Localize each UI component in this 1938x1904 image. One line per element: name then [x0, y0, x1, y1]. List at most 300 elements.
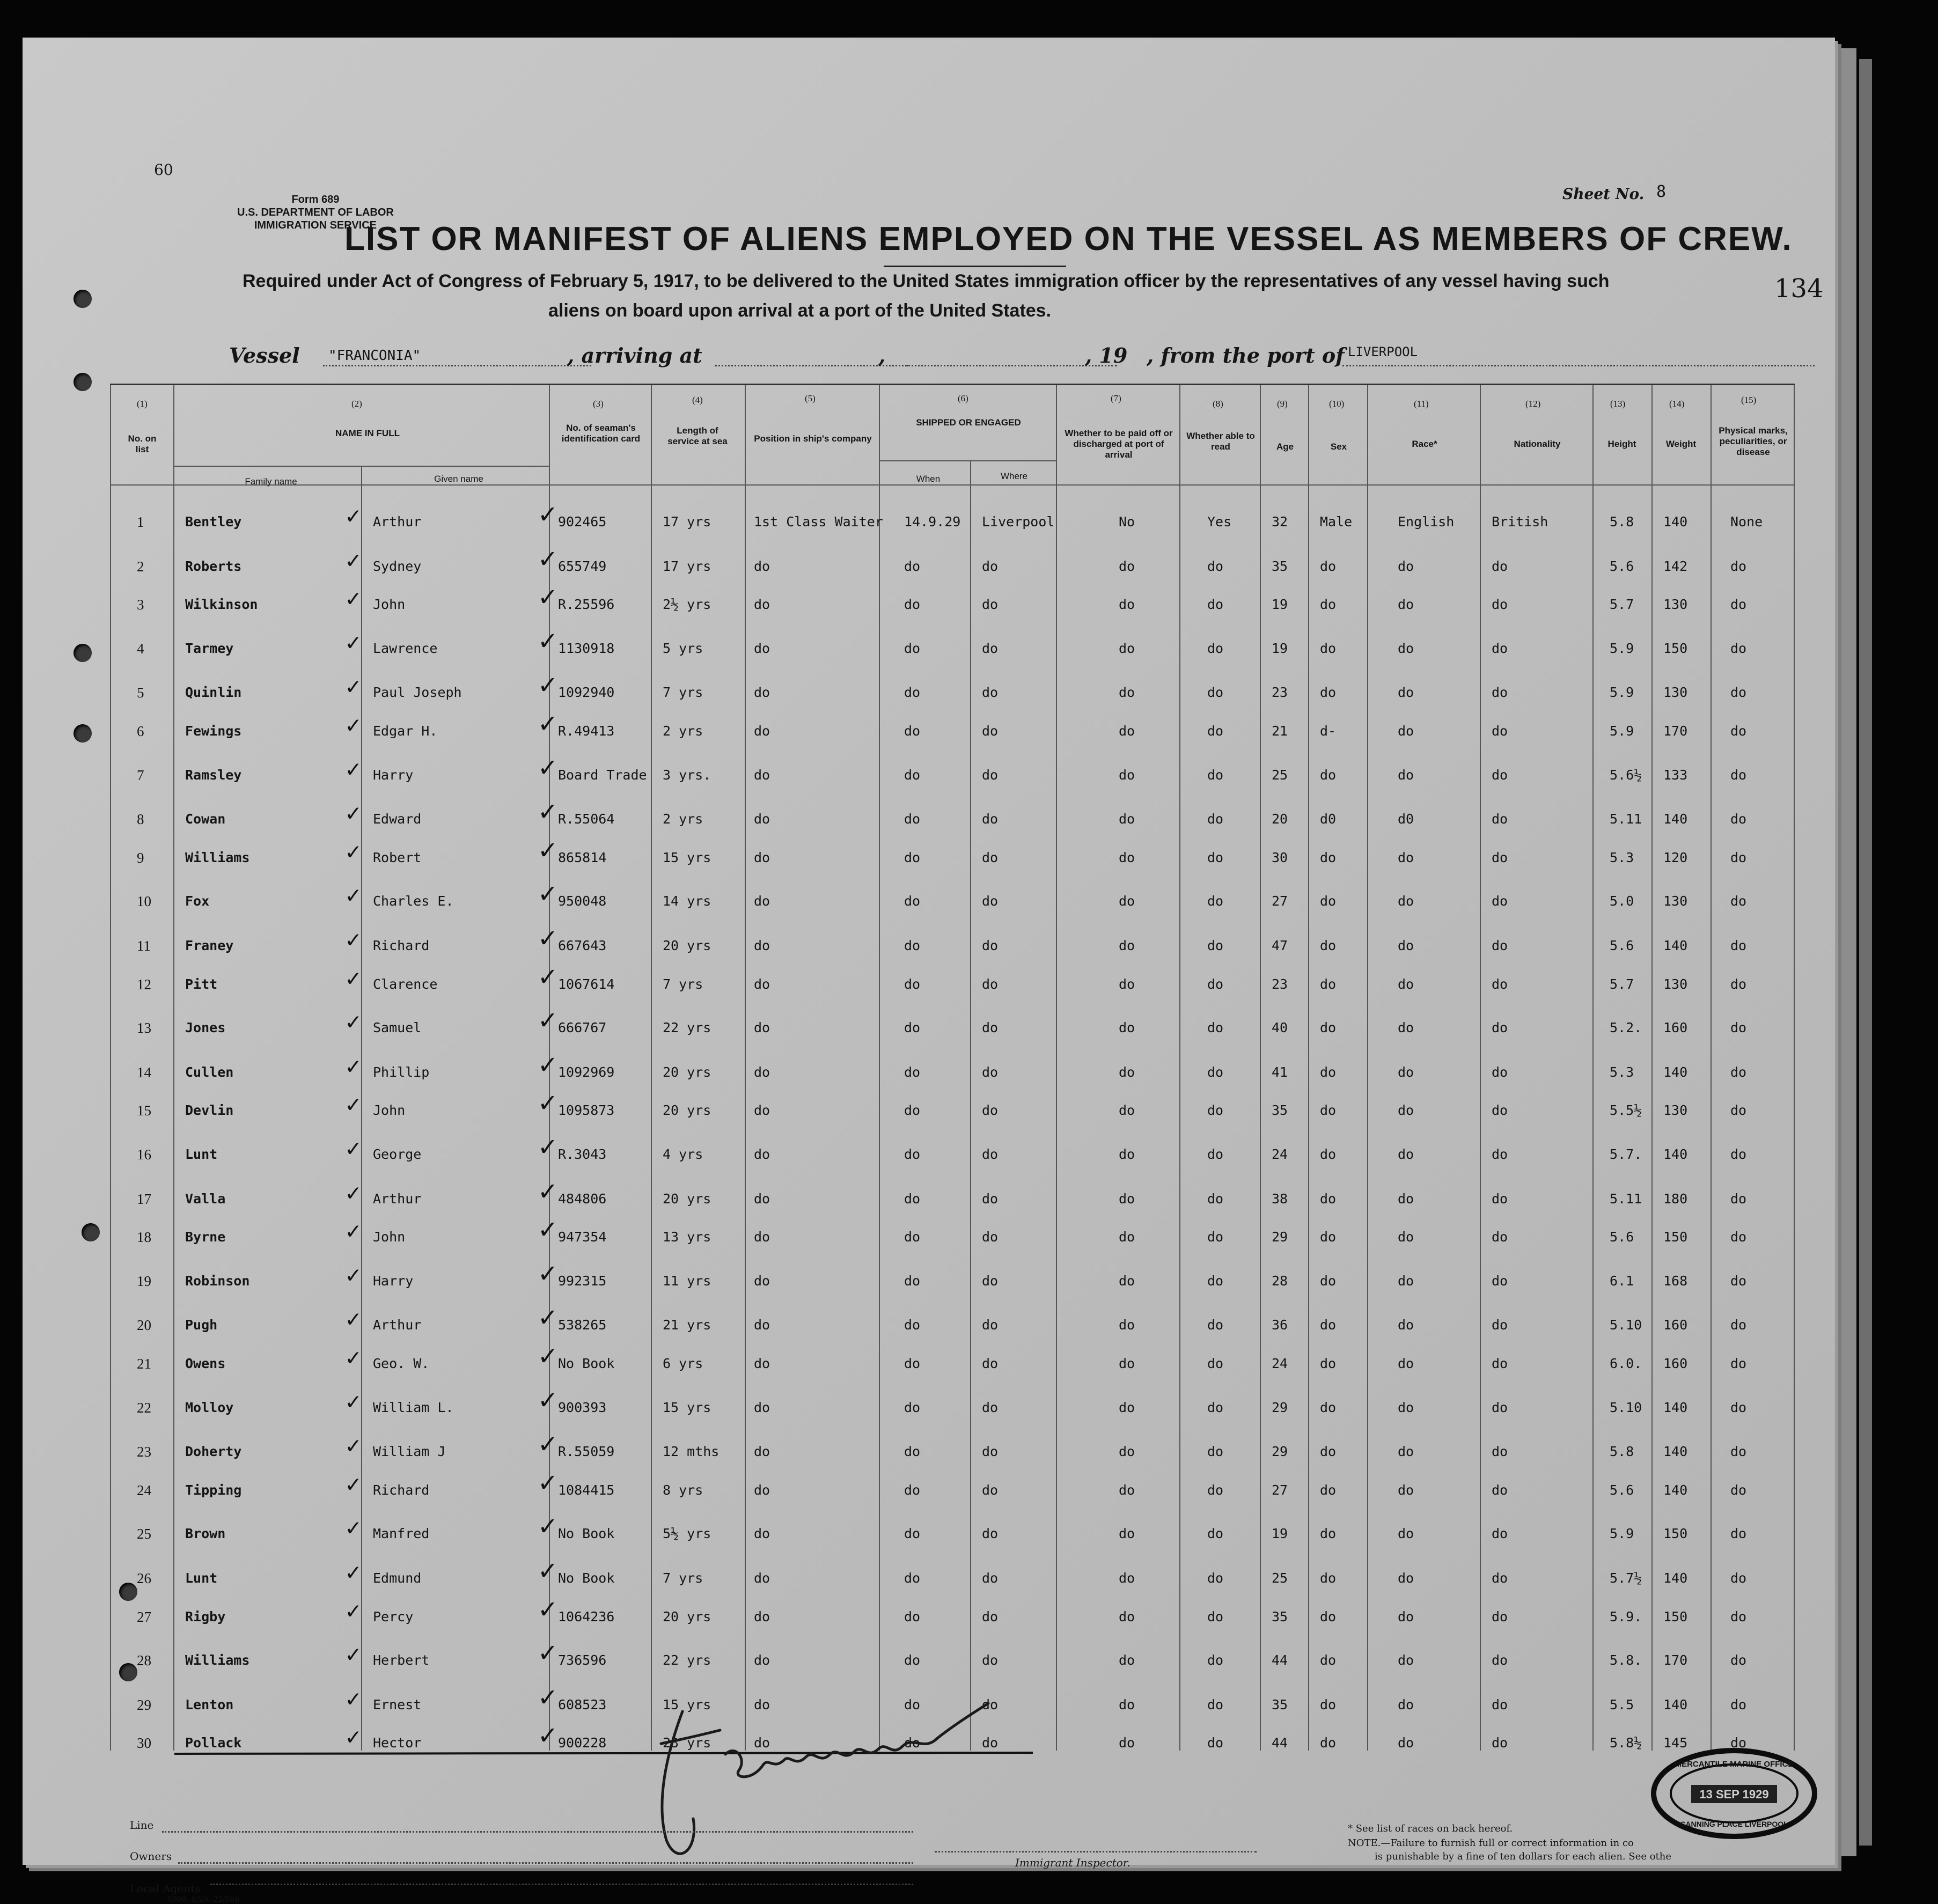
card-number: Board Trade: [558, 767, 647, 783]
sex: do: [1320, 1317, 1337, 1333]
sex: do: [1320, 938, 1337, 953]
service-length: 6 yrs: [663, 1356, 703, 1371]
shipped-where: do: [982, 1146, 999, 1162]
given-name: Charles E.: [373, 893, 454, 909]
age: 19: [1272, 597, 1288, 613]
physical-marks: do: [1730, 1526, 1747, 1542]
given-name: John: [373, 1229, 406, 1245]
shipped-where: do: [982, 1317, 999, 1333]
check-mark-icon: ✓: [346, 1514, 361, 1542]
given-name: Percy: [373, 1608, 414, 1624]
check-mark-icon: ✓: [346, 1008, 361, 1036]
family-name: Devlin: [185, 1102, 234, 1119]
height: 5.9.: [1610, 1608, 1642, 1624]
service-length: 21 yrs: [663, 1317, 711, 1333]
given-name: Harry: [373, 1273, 414, 1289]
position: do: [754, 849, 770, 865]
shipped-where: do: [982, 1020, 999, 1036]
footer-agents-label: Local Agents: [130, 1882, 201, 1895]
sex: do: [1320, 1652, 1337, 1668]
position: do: [754, 767, 770, 783]
paid-off: do: [1119, 723, 1135, 739]
family-name: Fox: [185, 893, 210, 909]
col-num-6: (6): [958, 393, 968, 403]
position: do: [754, 1064, 770, 1080]
row-number: 17: [137, 1190, 151, 1207]
check-mark-icon: ✓: [539, 624, 556, 657]
sex: do: [1320, 1399, 1337, 1415]
given-name: Ernest: [373, 1696, 422, 1712]
nationality: do: [1492, 597, 1508, 613]
race: do: [1398, 1020, 1414, 1036]
family-name: Rigby: [185, 1608, 226, 1624]
sex: d-: [1320, 723, 1337, 739]
age: 35: [1272, 1102, 1288, 1119]
row-number: 25: [137, 1526, 151, 1542]
service-length: 15 yrs: [663, 1696, 711, 1712]
physical-marks: do: [1730, 1064, 1747, 1080]
departure-port: LIVERPOOL: [1348, 344, 1418, 359]
position: do: [754, 1399, 770, 1415]
age: 28: [1272, 1273, 1288, 1289]
shipped-where: do: [982, 597, 999, 613]
shipped-where: do: [982, 723, 999, 739]
height: 6.1: [1610, 1273, 1634, 1289]
able-to-read: do: [1207, 558, 1224, 574]
row-number: 23: [137, 1444, 151, 1460]
height: 5.10: [1610, 1317, 1642, 1333]
row-number: 4: [137, 640, 144, 657]
height: 5.9: [1610, 1526, 1634, 1542]
position: do: [754, 1273, 770, 1289]
height: 5.9: [1610, 640, 1634, 656]
check-mark-icon: ✓: [539, 960, 556, 993]
check-mark-icon: ✓: [539, 707, 556, 739]
service-length: 2 yrs: [663, 723, 703, 739]
physical-marks: do: [1730, 723, 1747, 739]
race: do: [1398, 1146, 1414, 1162]
shipped-where: do: [982, 1273, 999, 1289]
check-mark-icon: ✓: [539, 1086, 556, 1119]
header-given-name: Given name: [434, 474, 483, 484]
nationality: do: [1492, 893, 1508, 909]
position: do: [754, 1652, 770, 1668]
weight: 150: [1663, 1608, 1688, 1624]
given-name: William J: [373, 1444, 446, 1460]
shipped-where: do: [982, 1356, 999, 1371]
nationality: do: [1492, 1273, 1508, 1289]
header-weight: Weight: [1665, 439, 1697, 449]
given-name: Robert: [373, 849, 422, 865]
shipped-when: do: [904, 976, 921, 992]
age: 40: [1272, 1020, 1288, 1036]
row-number: 19: [137, 1273, 151, 1289]
shipped-when: do: [904, 1020, 921, 1036]
nationality: do: [1492, 938, 1508, 953]
paid-off: do: [1119, 976, 1135, 992]
age: 23: [1272, 685, 1288, 701]
sex: do: [1320, 767, 1337, 783]
paid-off: do: [1119, 1482, 1135, 1498]
row-number: 26: [137, 1570, 151, 1586]
service-length: 8 yrs: [663, 1482, 703, 1498]
sheet-number-value: 8: [1656, 182, 1667, 201]
shipped-when: do: [904, 1608, 921, 1624]
height: 5.6: [1610, 1482, 1634, 1498]
age: 44: [1272, 1735, 1288, 1751]
position: do: [754, 811, 770, 827]
given-name: Phillip: [373, 1064, 430, 1080]
check-mark-icon: ✓: [539, 1636, 556, 1669]
nationality: do: [1492, 1102, 1508, 1119]
height: 5.3: [1610, 1064, 1634, 1080]
position: 1st Class Waiter: [754, 514, 883, 530]
row-number: 11: [137, 938, 151, 954]
family-name: Ramsley: [185, 767, 242, 783]
physical-marks: do: [1730, 558, 1747, 574]
service-length: 2½ yrs: [663, 597, 711, 613]
given-name: William L.: [373, 1399, 454, 1415]
able-to-read: do: [1207, 976, 1224, 992]
paid-off: do: [1119, 767, 1135, 783]
nationality: do: [1492, 1229, 1508, 1245]
row-number: 14: [137, 1064, 151, 1080]
card-number: 950048: [558, 893, 607, 909]
given-name: Manfred: [373, 1526, 430, 1542]
service-length: 22 yrs: [663, 1020, 711, 1036]
able-to-read: Yes: [1207, 514, 1232, 530]
able-to-read: do: [1207, 1190, 1224, 1207]
nationality: do: [1492, 1696, 1508, 1712]
check-mark-icon: ✓: [346, 837, 361, 865]
shipped-where: do: [982, 558, 999, 574]
age: 38: [1272, 1190, 1288, 1207]
card-number: 1084415: [558, 1482, 615, 1498]
header-position: Position in ship's company: [754, 433, 872, 444]
card-number: 1064236: [558, 1608, 615, 1624]
physical-marks: do: [1730, 597, 1747, 613]
shipped-when: do: [904, 1399, 921, 1415]
race: do: [1398, 938, 1414, 953]
paid-off: do: [1119, 1696, 1135, 1712]
card-number: 484806: [558, 1190, 607, 1207]
card-number: R.25596: [558, 597, 615, 613]
check-mark-icon: ✓: [539, 1510, 556, 1542]
race: do: [1398, 1190, 1414, 1207]
given-name: Hector: [373, 1735, 422, 1751]
family-name: Fewings: [185, 723, 242, 739]
check-mark-icon: ✓: [346, 799, 361, 827]
nationality: do: [1492, 1608, 1508, 1624]
able-to-read: do: [1207, 1317, 1224, 1333]
physical-marks: do: [1730, 1696, 1747, 1712]
race: do: [1398, 1064, 1414, 1080]
row-number: 2: [137, 558, 144, 575]
check-mark-icon: ✓: [346, 1470, 361, 1498]
title-rule: [884, 266, 1066, 267]
age: 25: [1272, 1570, 1288, 1586]
service-length: 5 yrs: [663, 640, 703, 656]
race: do: [1398, 1399, 1414, 1415]
physical-marks: do: [1730, 1317, 1747, 1333]
shipped-where: do: [982, 1735, 999, 1751]
check-mark-icon: ✓: [539, 1004, 556, 1036]
age: 41: [1272, 1064, 1288, 1080]
subtitle-line-2: aliens on board upon arrival at a port of the United States.: [548, 300, 1052, 321]
service-length: 2 yrs: [663, 811, 703, 827]
service-length: 17 yrs: [663, 514, 711, 530]
punch-hole: [82, 1223, 100, 1241]
check-mark-icon: ✓: [346, 964, 361, 992]
col-num-8: (8): [1213, 399, 1223, 409]
physical-marks: do: [1730, 849, 1747, 865]
able-to-read: do: [1207, 1273, 1224, 1289]
header-when: When: [916, 474, 941, 484]
paid-off: do: [1119, 811, 1135, 827]
header-able-to-read: Whether able to read: [1186, 431, 1255, 452]
shipped-where: do: [982, 1526, 999, 1542]
header-age: Age: [1276, 442, 1294, 452]
page-edge: [1840, 48, 1856, 1856]
family-name: Molloy: [185, 1399, 234, 1415]
physical-marks: do: [1730, 1020, 1747, 1036]
able-to-read: do: [1207, 811, 1224, 827]
height: 5.7: [1610, 597, 1634, 613]
card-number: 608523: [558, 1696, 607, 1712]
given-name: Herbert: [373, 1652, 430, 1668]
given-name: Edward: [373, 811, 422, 827]
given-name: Richard: [373, 1482, 430, 1498]
page-edge: [1859, 59, 1872, 1846]
able-to-read: do: [1207, 1570, 1224, 1586]
stamp-top-text: MERCANTILE MARINE OFFICE: [1675, 1760, 1794, 1769]
weight: 140: [1663, 514, 1688, 530]
age: 35: [1272, 1696, 1288, 1712]
weight: 145: [1663, 1735, 1688, 1751]
able-to-read: do: [1207, 1652, 1224, 1668]
able-to-read: do: [1207, 640, 1224, 656]
race: do: [1398, 685, 1414, 701]
sex: do: [1320, 1064, 1337, 1080]
position: do: [754, 1608, 770, 1624]
header-shipped-engaged: SHIPPED OR ENGAGED: [916, 417, 1021, 428]
check-mark-icon: ✓: [539, 1213, 556, 1246]
nationality: British: [1492, 514, 1548, 530]
shipped-when: do: [904, 558, 921, 574]
punch-hole: [74, 724, 92, 743]
check-mark-icon: ✓: [539, 751, 556, 783]
service-length: 20 yrs: [663, 1064, 711, 1080]
service-length: 12 mths: [663, 1444, 720, 1460]
nationality: do: [1492, 1652, 1508, 1668]
height: 5.10: [1610, 1399, 1642, 1415]
card-number: 1095873: [558, 1102, 615, 1119]
nationality: do: [1492, 976, 1508, 992]
able-to-read: do: [1207, 938, 1224, 953]
service-length: 20 yrs: [663, 1190, 711, 1207]
sex: do: [1320, 976, 1337, 992]
header-family-name: Family name: [245, 476, 297, 487]
race: do: [1398, 1526, 1414, 1542]
sex: do: [1320, 1146, 1337, 1162]
vessel-line: [23, 343, 1835, 381]
nationality: do: [1492, 1356, 1508, 1371]
row-number: 16: [137, 1146, 151, 1163]
height: 5.6½: [1610, 767, 1642, 783]
card-number: R.49413: [558, 723, 615, 739]
check-mark-icon: ✓: [539, 1466, 556, 1498]
card-number: 736596: [558, 1652, 607, 1668]
able-to-read: do: [1207, 1444, 1224, 1460]
position: do: [754, 893, 770, 909]
nationality: do: [1492, 1526, 1508, 1542]
nationality: do: [1492, 811, 1508, 827]
shipped-when: do: [904, 1273, 921, 1289]
sex: do: [1320, 893, 1337, 909]
position: do: [754, 1444, 770, 1460]
physical-marks: do: [1730, 811, 1747, 827]
able-to-read: do: [1207, 1696, 1224, 1712]
weight: 140: [1663, 811, 1688, 827]
col-num-10: (10): [1329, 399, 1345, 409]
race: do: [1398, 1229, 1414, 1245]
nationality: do: [1492, 1146, 1508, 1162]
nationality: do: [1492, 1064, 1508, 1080]
nationality: do: [1492, 1482, 1508, 1498]
check-mark-icon: ✓: [346, 1052, 361, 1080]
check-mark-icon: ✓: [346, 502, 361, 530]
nationality: do: [1492, 723, 1508, 739]
shipped-when: do: [904, 685, 921, 701]
sex: do: [1320, 1356, 1337, 1371]
able-to-read: do: [1207, 849, 1224, 865]
check-mark-icon: ✓: [346, 1135, 361, 1162]
weight: 150: [1663, 1229, 1688, 1245]
service-length: 23 yrs: [663, 1735, 711, 1751]
sex: do: [1320, 1020, 1337, 1036]
age: 19: [1272, 1526, 1288, 1542]
able-to-read: do: [1207, 1229, 1224, 1245]
height: 5.9: [1610, 723, 1634, 739]
nationality: do: [1492, 1190, 1508, 1207]
family-name: Roberts: [185, 558, 242, 574]
position: do: [754, 723, 770, 739]
card-number: 655749: [558, 558, 607, 574]
weight: 170: [1663, 723, 1688, 739]
given-name: Arthur: [373, 514, 422, 530]
card-number: 902465: [558, 514, 607, 530]
height: 5.8.: [1610, 1652, 1642, 1668]
age: 20: [1272, 811, 1288, 827]
shipped-where: do: [982, 893, 999, 909]
nationality: do: [1492, 1317, 1508, 1333]
age: 35: [1272, 558, 1288, 574]
race: do: [1398, 723, 1414, 739]
check-mark-icon: ✓: [539, 1340, 556, 1372]
card-number: No Book: [558, 1526, 615, 1542]
physical-marks: do: [1730, 1356, 1747, 1371]
nationality: do: [1492, 640, 1508, 656]
check-mark-icon: ✓: [346, 1641, 361, 1668]
check-mark-icon: ✓: [539, 795, 556, 828]
race: do: [1398, 597, 1414, 613]
shipped-when: do: [904, 1356, 921, 1371]
age: 19: [1272, 640, 1288, 656]
shipped-where: do: [982, 640, 999, 656]
family-name: Tarmey: [185, 640, 234, 656]
check-mark-icon: ✓: [346, 1685, 361, 1712]
physical-marks: do: [1730, 976, 1747, 992]
row-number: 18: [137, 1229, 151, 1246]
height: 5.7: [1610, 976, 1634, 992]
paid-off: do: [1119, 1317, 1135, 1333]
row-number: 22: [137, 1399, 151, 1416]
service-length: 7 yrs: [663, 976, 703, 992]
physical-marks: do: [1730, 1190, 1747, 1207]
weight: 140: [1663, 1399, 1688, 1415]
weight: 133: [1663, 767, 1688, 783]
check-mark-icon: ✓: [539, 922, 556, 954]
height: 5.7.: [1610, 1146, 1642, 1162]
age: 24: [1272, 1356, 1288, 1371]
height: 5.6: [1610, 938, 1634, 953]
sex: do: [1320, 1273, 1337, 1289]
service-length: 4 yrs: [663, 1146, 703, 1162]
service-length: 20 yrs: [663, 1102, 711, 1119]
weight: 160: [1663, 1020, 1688, 1036]
header-card-number: No. of seaman's identification card: [561, 423, 641, 444]
card-number: 666767: [558, 1020, 607, 1036]
physical-marks: do: [1730, 1652, 1747, 1668]
check-mark-icon: ✓: [539, 1256, 556, 1289]
shipped-when: do: [904, 597, 921, 613]
check-mark-icon: ✓: [539, 498, 556, 530]
paid-off: do: [1119, 938, 1135, 953]
service-length: 20 yrs: [663, 1608, 711, 1624]
physical-marks: do: [1730, 1570, 1747, 1586]
header-length-service: Length of service at sea: [667, 425, 728, 446]
service-length: 5½ yrs: [663, 1526, 711, 1542]
service-length: 13 yrs: [663, 1229, 711, 1245]
header-name-in-full: NAME IN FULL: [335, 428, 400, 438]
physical-marks: do: [1730, 938, 1747, 953]
weight: 130: [1663, 597, 1688, 613]
check-mark-icon: ✓: [346, 1559, 361, 1586]
given-name: Lawrence: [373, 640, 438, 656]
weight: 130: [1663, 893, 1688, 909]
physical-marks: do: [1730, 685, 1747, 701]
weight: 140: [1663, 938, 1688, 953]
shipped-when: do: [904, 1064, 921, 1080]
sex: do: [1320, 597, 1337, 613]
form-number: Form 689: [291, 194, 340, 205]
check-mark-icon: ✓: [539, 1130, 556, 1163]
check-mark-icon: ✓: [539, 1680, 556, 1713]
given-name: Geo. W.: [373, 1356, 430, 1371]
nationality: do: [1492, 849, 1508, 865]
weight: 140: [1663, 1064, 1688, 1080]
able-to-read: do: [1207, 597, 1224, 613]
height: 5.9: [1610, 685, 1634, 701]
check-mark-icon: ✓: [539, 1592, 556, 1625]
position: do: [754, 1020, 770, 1036]
service-length: 20 yrs: [663, 938, 711, 953]
service-length: 15 yrs: [663, 849, 711, 865]
age: 29: [1272, 1399, 1288, 1415]
sex: do: [1320, 849, 1337, 865]
row-number: 15: [137, 1102, 151, 1119]
col-num-7: (7): [1111, 393, 1121, 403]
